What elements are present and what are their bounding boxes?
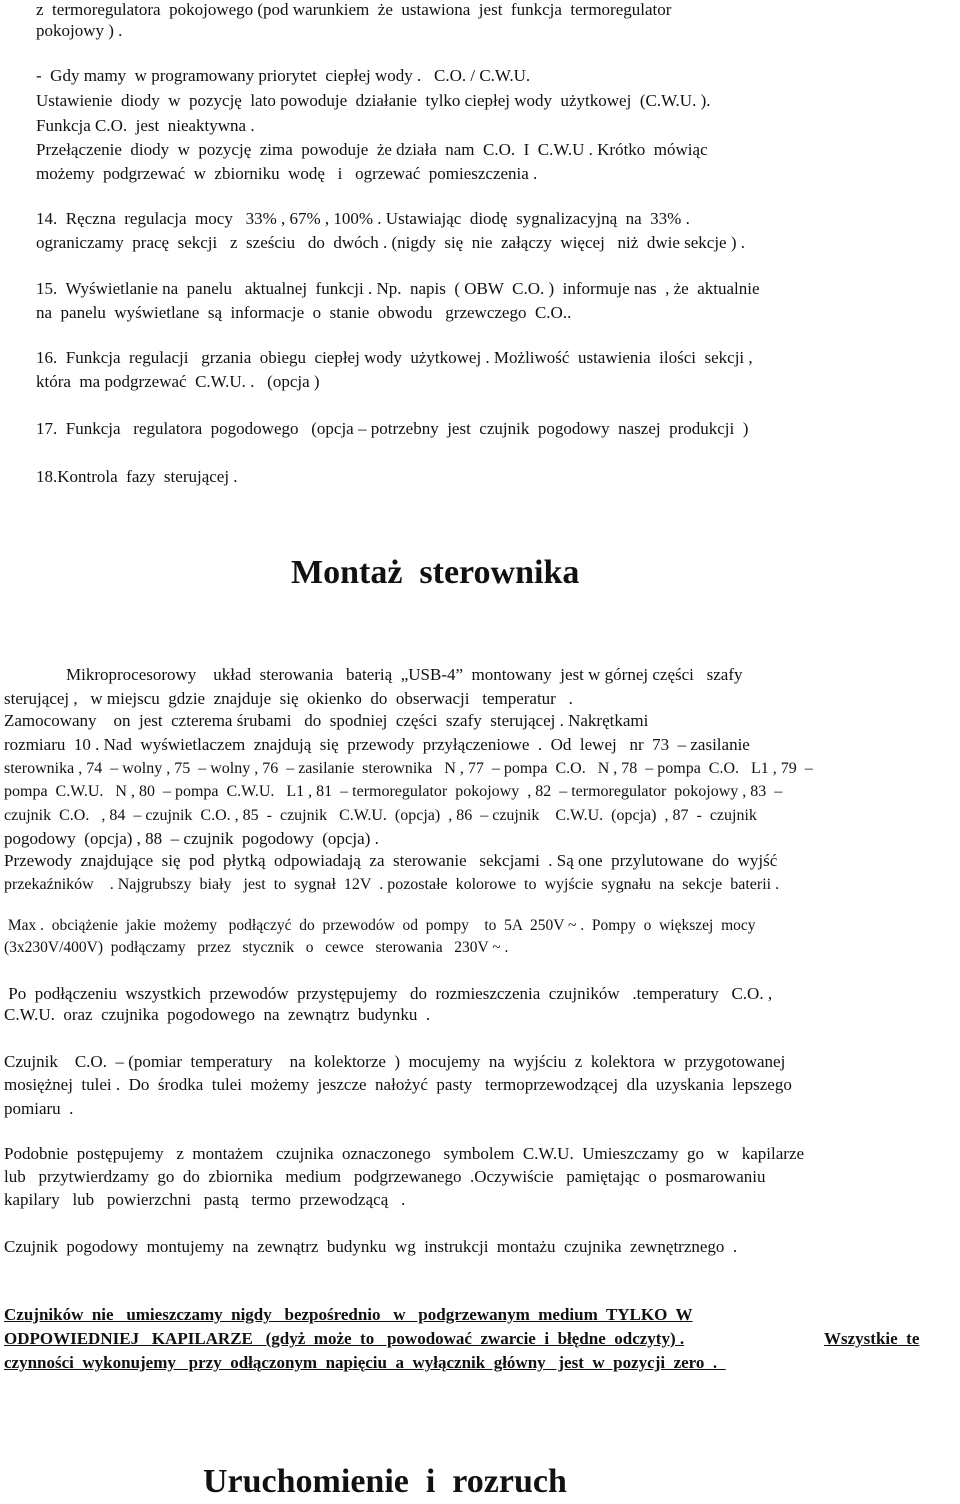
section-heading: Montaż sterownika bbox=[291, 554, 580, 591]
text-line: sterownika , 74 – wolny , 75 – wolny , 76 – zasilanie sterownika N , 77 – pompa C.O. N , 78 – pompa C.O. L1 , 79 – bbox=[4, 760, 813, 777]
text-line: Podobnie postępujemy z montażem czujnika oznaczonego symbolem C.W.U. Umieszczamy go w kapilarze bbox=[4, 1144, 805, 1163]
text-line: ograniczamy pracę sekcji z sześciu do dwóch . (nigdy się nie załączy więcej niż dwie sekcje ) . bbox=[36, 233, 745, 252]
text-line: na panelu wyświetlane są informacje o stanie obwodu grzewczego C.O.. bbox=[36, 303, 572, 322]
text-line: 15. Wyświetlanie na panelu aktualnej funkcji . Np. napis ( OBW C.O. ) informuje nas , że aktualnie bbox=[36, 279, 760, 298]
text-line: pokojowy ) . bbox=[36, 21, 123, 40]
warning-line: Wszystkie te bbox=[824, 1329, 920, 1348]
warning-line: Czujników nie umieszczamy nigdy bezpośrednio w podgrzewanym medium TYLKO W bbox=[4, 1305, 693, 1324]
text-line: 17. Funkcja regulatora pogodowego (opcja – potrzebny jest czujnik pogodowy naszej produkcji ) bbox=[36, 419, 749, 438]
text-line: lub przytwierdzamy go do zbiornika medium podgrzewanego .Oczywiście pamiętając o posmarowaniu bbox=[4, 1167, 766, 1186]
text-line: Przełączenie diody w pozycję zima powoduje że działa nam C.O. I C.W.U . Krótko mówiąc bbox=[36, 140, 708, 159]
text-line: Czujnik pogodowy montujemy na zewnątrz budynku wg instrukcji montażu czujnika zewnętrznego . bbox=[4, 1237, 738, 1256]
warning-line: ODPOWIEDNIEJ KAPILARZE (gdyż może to powodować zwarcie i błędne odczyty) . bbox=[4, 1329, 685, 1348]
warning-line: czynności wykonujemy przy odłączonym napięciu a wyłącznik główny jest w pozycji zero . bbox=[4, 1353, 726, 1372]
text-line: C.W.U. oraz czujnika pogodowego na zewnątrz budynku . bbox=[4, 1005, 431, 1024]
text-line: Przewody znajdujące się pod płytką odpowiadają za sterowanie sekcjami . Są one przylutowane do wyjść bbox=[4, 851, 778, 870]
text-line: czujnik C.O. , 84 – czujnik C.O. , 85 - czujnik C.W.U. (opcja) , 86 – czujnik C.W.U. (opcja) , 87 - czujnik bbox=[4, 807, 757, 824]
text-line: (3x230V/400V) podłączamy przez stycznik o cewce sterowania 230V ~ . bbox=[4, 939, 509, 956]
text-line: Max . obciążenie jakie możemy podłączyć do przewodów od pompy to 5A 250V ~ . Pompy o większej mocy bbox=[4, 917, 756, 934]
text-line: pogodowy (opcja) , 88 – czujnik pogodowy (opcja) . bbox=[4, 829, 379, 848]
text-line: Mikroprocesorowy układ sterowania baterią „USB-4” montowany jest w górnej części szafy bbox=[66, 665, 743, 684]
text-line: mosiężnej tulei . Do środka tulei możemy jeszcze nałożyć pasty termoprzewodzącej dla uzyskania lepszego bbox=[4, 1075, 792, 1094]
text-line: Po podłączeniu wszystkich przewodów przystępujemy do rozmieszczenia czujników .temperatury C.O. , bbox=[4, 984, 773, 1003]
text-line: możemy podgrzewać w zbiorniku wodę i ogrzewać pomieszczenia . bbox=[36, 164, 538, 183]
section-heading: Uruchomienie i rozruch bbox=[203, 1463, 567, 1500]
text-line: - Gdy mamy w programowany priorytet ciepłej wody . C.O. / C.W.U. bbox=[36, 66, 531, 85]
text-line: przekaźników . Najgrubszy biały jest to sygnał 12V . pozostałe kolorowe to wyjście sygnału na sekcje baterii . bbox=[4, 876, 780, 893]
text-line: sterującej , w miejscu gdzie znajduje się okienko do obserwacji temperatur . bbox=[4, 689, 573, 708]
text-line: 16. Funkcja regulacji grzania obiegu ciepłej wody użytkowej . Możliwość ustawienia ilości sekcji , bbox=[36, 348, 753, 367]
text-line: kapilary lub powierzchni pastą termo przewodzącą . bbox=[4, 1190, 406, 1209]
text-line: 18.Kontrola fazy sterującej . bbox=[36, 467, 238, 486]
text-line: Zamocowany on jest czterema śrubami do spodniej części szafy sterującej . Nakrętkami bbox=[4, 711, 649, 730]
text-line: 14. Ręczna regulacja mocy 33% , 67% , 100% . Ustawiając diodę sygnalizacyjną na 33% . bbox=[36, 209, 690, 228]
text-line: która ma podgrzewać C.W.U. . (opcja ) bbox=[36, 372, 320, 391]
text-line: z termoregulatora pokojowego (pod warunkiem że ustawiona jest funkcja termoregulator bbox=[36, 0, 672, 19]
text-line: Ustawienie diody w pozycję lato powoduje działanie tylko ciepłej wody użytkowej (C.W.U. ). bbox=[36, 91, 711, 110]
text-line: Funkcja C.O. jest nieaktywna . bbox=[36, 116, 255, 135]
text-line: rozmiaru 10 . Nad wyświetlaczem znajdują się przewody przyłączeniowe . Od lewej nr 73 – zasilanie bbox=[4, 735, 750, 754]
text-line: pompa C.W.U. N , 80 – pompa C.W.U. L1 , 81 – termoregulator pokojowy , 82 – termoregulator pokojowy , 83 – bbox=[4, 783, 783, 800]
text-line: Czujnik C.O. – (pomiar temperatury na kolektorze ) mocujemy na wyjściu z kolektora w przygotowanej bbox=[4, 1052, 786, 1071]
text-line: pomiaru . bbox=[4, 1099, 74, 1118]
